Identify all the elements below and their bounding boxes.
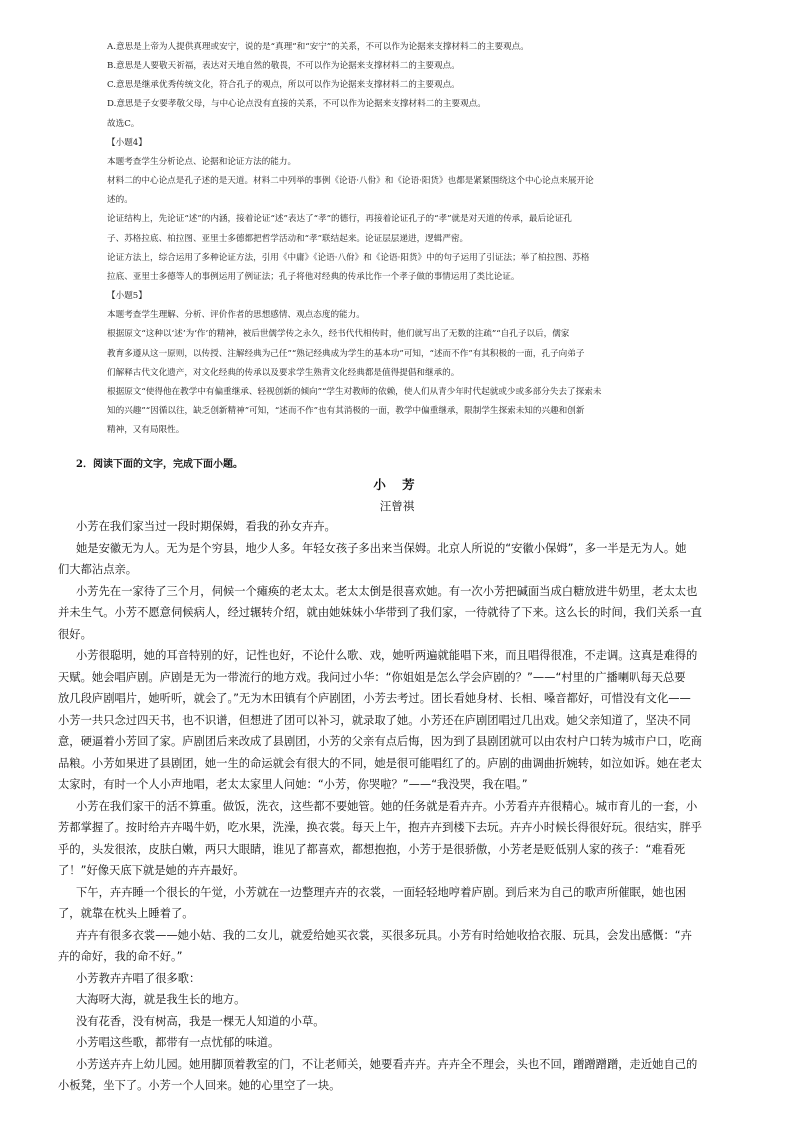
story-line: 太家时，有时一个人小声地唱，老太太家里人问她：“小芳，你哭啦？”——“我没哭，我在唱。” [58, 778, 528, 791]
story-line: 意，硬逼着小芳回了家。庐剧团后来改成了县剧团，小芳的父亲有点后悔，因为到了县剧团就可以由农村户口转为城市户口，吃商 [58, 735, 702, 748]
answer-line: 材料二的中心论点是孔子述的是天道。材料二中列举的事例《论语·八佾》和《论语·阳货》也都是紧紧围绕这个中心论点来展开论 [107, 176, 594, 187]
answer-line: A.意思是上帝为人提供真理或安宁，说的是“真理”和“安宁”的关系，不可以作为论据来支撑材料二的主要观点。 [107, 42, 529, 52]
story-line: 卉的命好，我的命不好。” [58, 950, 183, 963]
answer-line: C.意思是继承优秀传统文化，符合孔子的观点，所以可以作为论据来支撑材料二的主要观点。 [107, 80, 460, 91]
story-line: 芳都掌握了。按时给卉卉喝牛奶，吃水果，洗澡，换衣裳。每天上午，抱卉卉到楼下去玩。卉卉小时候长得很好玩。很结实，胖乎 [58, 821, 702, 834]
answer-line: 拉底、亚里士多德等人的事例运用了例证法；孔子将他对经典的传承比作一个孝子做的事情运用了类比论证。 [107, 271, 520, 282]
answer-line: 精神，又有局限性。 [107, 425, 185, 436]
story-line: 卉卉有很多衣裳——她小姑、我的二女儿，就爱给她买衣裳，买很多玩具。小芳有时给她收拾衣服、玩具，会发出感慨：“卉 [76, 928, 692, 942]
story-line: 品粮。小芳如果进了县剧团，她一生的命运就会有很大的不同，她是很可能唱红了的。庐剧的曲调曲折婉转，如泣如诉。她在老太 [58, 756, 702, 770]
story-line: 了！”好像天底下就是她的卉卉最好。 [58, 864, 245, 877]
answer-explanation [107, 38, 719, 440]
answer-line: 论证方法上，综合运用了多种论证方法，引用《中庸》《论语·八佾》和《论语·阳货》中的句子运用了引证法；举了柏拉图、苏格 [107, 252, 590, 263]
story-line: 并未生气。小芳不愿意伺候病人，经过辗转介绍，就由她妹妹小华带到了我们家，一待就待了下来。这么长的时间，我们关系一直 [58, 606, 702, 619]
answer-line: 教育多遵从这一原则，以传授、注解经典为己任”“熟记经典成为学生的基本功”可知，“述而不作”有其积极的一面，孔子向弟子 [107, 348, 585, 359]
story-line: 小芳很聪明，她的耳音特别的好，记性也好，不论什么歌、戏，她听两遍就能唱下来，而且唱得很准，不走调。这真是难得的 [76, 649, 698, 662]
answer-line: 子、苏格拉底、柏拉图、亚里士多德都把哲学活动和“孝”联结起来。论证层层递进，逻辑严密。 [107, 233, 469, 244]
answer-line: 们解释古代文化遗产，对文化经典的传承以及要求学生熟背文化经典都是值得提倡和继承的。 [107, 367, 460, 378]
answer-line: B.意思是人要敬天祈福，表达对天地自然的敬畏，不可以作为论据来支撑材料二的主要观点。 [107, 61, 460, 72]
question-heading: 2．阅读下面的文字，完成下面小题。 [76, 459, 243, 470]
story-body [58, 516, 738, 1097]
story-line: 小芳教卉卉唱了很多歌： [76, 971, 201, 985]
story-line: 们大都沾点亲。 [58, 563, 138, 576]
answer-line: 本题考查学生理解、分析、评价作者的思想感情、观点态度的能力。 [107, 310, 365, 321]
answer-line: 知的兴趣”“因循以往，缺乏创新精神”可知，“述而不作”也有其消极的一面，教学中偏重继承，限制学生探索未知的兴趣和创新 [107, 405, 585, 416]
story-author: 汪曾祺 [379, 499, 415, 513]
story-line: 小芳唱这些歌，都带有一点忧郁的味道。 [76, 1036, 280, 1049]
story-line: 她是安徽无为人。无为是个穷县，地少人多。年轻女孩子多出来当保姆。北京人所说的“安徽小保姆”，多一半是无为人。她 [76, 541, 687, 555]
answer-line: 根据原文“使得他在教学中有偏重继承、轻视创新的倾向”“学生对教师的依赖，使人们从青少年时代起就或少或多部分失去了探索未 [107, 386, 602, 397]
answer-line: 论证结构上，先论证“述”的内涵，接着论证“述”表达了“孝”的德行，再接着论证孔子的“孝”就是对天道的传承，最后论证孔 [107, 214, 572, 225]
story-line: 小芳送卉卉上幼儿园。她用脚顶着教室的门，不让老师关，她要看卉卉。卉卉全不理会，头也不回，蹭蹭蹭蹭，走近她自己的 [76, 1057, 698, 1071]
story-line: 小芳先在一家待了三个月，伺候一个瘫痪的老太太。老太太倒是很喜欢她。有一次小芳把碱面当成白糖放进牛奶里，老太太也 [76, 584, 698, 598]
answer-line: 【小题5】 [107, 291, 147, 302]
story-line: 很好。 [58, 627, 92, 641]
answer-line: 根据原文“这种以‘述’为‘作’的精神，被后世儒学传之永久，经书代代相传时，他们就写出了无数的注疏”“自孔子以后，儒家 [107, 329, 570, 340]
story-line: 小芳一共只念过四天书，也不识谱，但想进了团可以补习，就录取了她。小芳还在庐剧团唱过几出戏。她父亲知道了，坚决不同 [58, 713, 691, 727]
story-line: 小板凳，坐下了。小芳一个人回来。她的心里空了一块。 [58, 1079, 341, 1092]
story-line: 放几段庐剧唱片，她听听，就会了。”无为木田镇有个庐剧团，小芳去考过。团长看她身材、长相、嗓音都好，可惜没有文化—— [58, 692, 691, 705]
answer-line: D.意思是子女要孝敬父母，与中心论点没有直接的关系，不可以作为论据来支撑材料二的主要观点。 [107, 99, 486, 110]
story-title: 小 芳 [373, 477, 421, 492]
answer-line: 述的。 [107, 195, 133, 206]
story-line: 大海呀大海，就是我生长的地方。 [76, 993, 246, 1006]
story-line: 小芳在我们家干的活不算重。做饭，洗衣，这些都不要她管。她的任务就是看卉卉。小芳看卉卉很精心。城市育儿的一套，小 [76, 799, 698, 813]
story-line: 天赋。她会唱庐剧。庐剧是无为一带流行的地方戏。我问过小华：“你姐姐是怎么学会庐剧的？”——“村里的广播喇叭每天总要 [58, 670, 686, 684]
story-line: 乎的，头发很浓，皮肤白嫩，两只大眼睛，谁见了都喜欢，都想抱抱，小芳于是很骄傲，小芳老是贬低别人家的孩子：“难看死 [58, 842, 686, 856]
story-line: 没有花香，没有树高，我是一棵无人知道的小草。 [76, 1014, 325, 1028]
story-line: 小芳在我们家当过一段时期保姆，看我的孙女卉卉。 [76, 520, 336, 533]
answer-line: 【小题4】 [107, 137, 147, 148]
answer-line: 故选C。 [107, 118, 140, 129]
story-line: 了，就靠在枕头上睡着了。 [58, 907, 194, 920]
answer-line: 本题考查学生分析论点、论据和论证方法的能力。 [107, 156, 297, 167]
story-line: 下午，卉卉睡一个很长的午觉，小芳就在一边整理卉卉的衣裳，一面轻轻地哼着庐剧。到后来为自己的歌声所催眠，她也困 [76, 885, 687, 899]
